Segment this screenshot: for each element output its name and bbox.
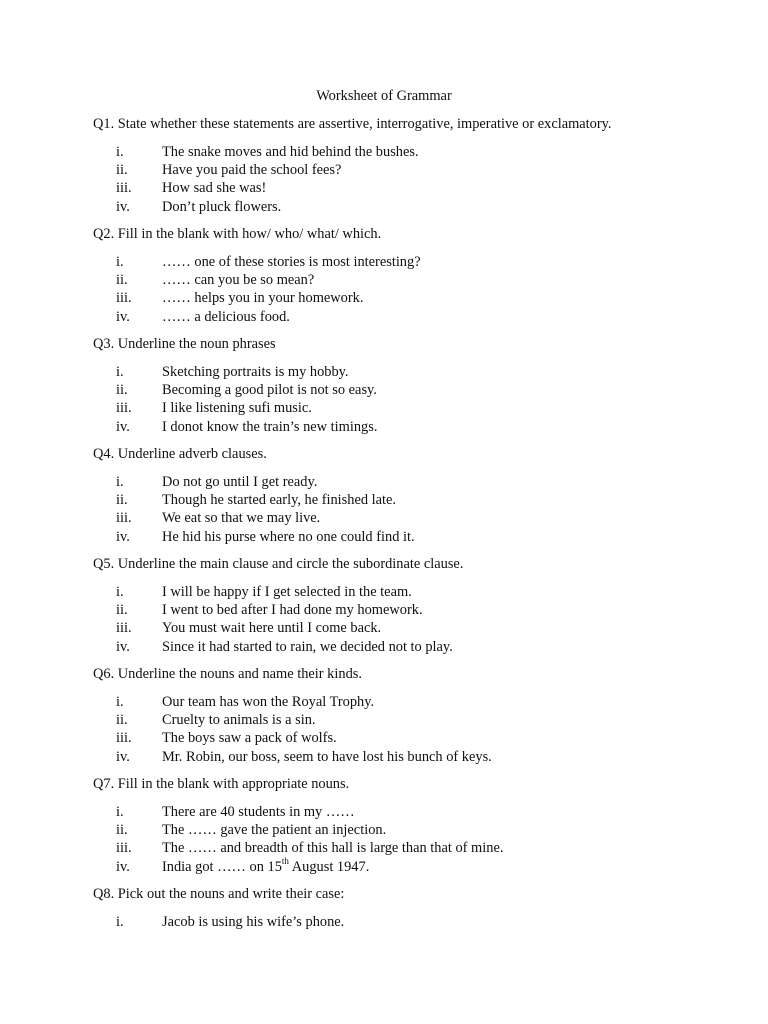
question-heading: Q8. Pick out the nouns and write their case: — [93, 886, 345, 902]
item-number: iii. — [116, 400, 132, 417]
item-number: iii. — [116, 180, 132, 197]
list-item — [0, 694, 768, 712]
item-text — [162, 144, 419, 161]
item-text — [162, 382, 377, 399]
item-superscript: th — [281, 855, 289, 866]
item-number: iii. — [116, 730, 132, 747]
question-heading: Q2. Fill in the blank with how/ who/ what/ which. — [93, 226, 382, 242]
item-text — [162, 529, 415, 546]
item-text-main: Cruelty to animals is a sin. — [162, 712, 316, 729]
item-text-main: The …… gave the patient an injection. — [162, 822, 387, 839]
item-number: iv. — [116, 198, 130, 215]
item-number: i. — [116, 474, 124, 490]
item-text — [162, 254, 421, 271]
item-text-main: …… one of these stories is most interesting? — [162, 254, 421, 270]
list-item — [0, 290, 768, 308]
item-text — [162, 364, 349, 381]
item-number: ii. — [116, 382, 128, 399]
item-text-main: Don’t pluck flowers. — [162, 198, 282, 215]
item-number: i. — [116, 254, 124, 270]
list-item — [0, 914, 768, 932]
item-number: iii. — [116, 620, 132, 637]
item-text-main: Have you paid the school fees? — [162, 162, 342, 179]
item-number: ii. — [116, 162, 128, 179]
item-number: i. — [116, 364, 124, 380]
list-item — [0, 162, 768, 180]
list-item — [0, 419, 768, 437]
item-text-main: We eat so that we may live. — [162, 510, 321, 527]
list-item — [0, 492, 768, 510]
item-text-main: Mr. Robin, our boss, seem to have lost his bunch of keys. — [162, 748, 492, 765]
item-text-main: Do not go until I get ready. — [162, 474, 318, 490]
list-item — [0, 510, 768, 528]
item-text-main: Though he started early, he finished late. — [162, 492, 397, 509]
list-item — [0, 602, 768, 620]
item-text — [162, 180, 266, 197]
item-text-main: Our team has won the Royal Trophy. — [162, 694, 375, 710]
list-item — [0, 840, 768, 858]
item-number: iv. — [116, 308, 130, 325]
item-text — [162, 804, 355, 821]
list-item — [0, 749, 768, 767]
item-text — [162, 602, 423, 619]
item-text — [162, 290, 363, 307]
item-text — [162, 840, 503, 857]
list-item — [0, 529, 768, 547]
list-item — [0, 584, 768, 602]
item-number: ii. — [116, 272, 128, 289]
item-text-main: How sad she was! — [162, 180, 267, 197]
item-text — [162, 492, 396, 509]
item-text — [162, 309, 290, 326]
list-item — [0, 712, 768, 730]
item-number: i. — [116, 584, 124, 600]
list-item — [0, 400, 768, 418]
item-text-main: Since it had started to rain, we decided not to play. — [162, 638, 453, 655]
item-number: iii. — [116, 840, 132, 857]
item-text — [162, 914, 344, 931]
page-title: Worksheet of Grammar — [316, 88, 452, 104]
item-number: ii. — [116, 822, 128, 839]
item-text — [162, 855, 370, 876]
list-item — [0, 474, 768, 492]
list-item — [0, 382, 768, 400]
item-text — [162, 272, 314, 289]
item-text-main: You must wait here until I come back. — [162, 620, 382, 637]
item-number: iv. — [116, 528, 130, 545]
question-heading: Q7. Fill in the blank with appropriate nouns. — [93, 776, 350, 792]
item-text — [162, 749, 492, 766]
list-item — [0, 180, 768, 198]
item-text-main: I will be happy if I get selected in the team. — [162, 584, 412, 600]
item-text-after: August 1947. — [288, 858, 370, 875]
item-text-main: There are 40 students in my …… — [162, 804, 355, 820]
item-number: iv. — [116, 748, 130, 765]
item-text-main: I donot know the train’s new timings. — [162, 418, 378, 435]
item-text — [162, 620, 381, 637]
question-heading: Q3. Underline the noun phrases — [93, 336, 276, 352]
item-number: i. — [116, 144, 124, 160]
list-item — [0, 804, 768, 822]
item-number: ii. — [116, 492, 128, 509]
item-number: i. — [116, 914, 124, 930]
item-number: i. — [116, 804, 124, 820]
item-number: iii. — [116, 290, 132, 307]
item-text-main: He hid his purse where no one could find it. — [162, 528, 415, 545]
item-text-main: The boys saw a pack of wolfs. — [162, 730, 337, 747]
item-text — [162, 199, 281, 216]
item-text-main: I went to bed after I had done my homework. — [162, 602, 423, 619]
list-item — [0, 639, 768, 657]
item-text — [162, 162, 341, 179]
list-item — [0, 144, 768, 162]
list-item — [0, 730, 768, 748]
item-text — [162, 584, 412, 601]
list-item — [0, 254, 768, 272]
item-text-main: …… can you be so mean? — [162, 272, 315, 289]
item-text — [162, 400, 312, 417]
question-heading: Q5. Underline the main clause and circle the subordinate clause. — [93, 556, 464, 572]
item-text — [162, 474, 317, 491]
item-number: i. — [116, 694, 124, 710]
item-text-main: Sketching portraits is my hobby. — [162, 364, 349, 380]
list-item — [0, 199, 768, 217]
item-text-main: The snake moves and hid behind the bushes. — [162, 144, 419, 160]
item-text — [162, 730, 337, 747]
item-text — [162, 712, 315, 729]
item-number: ii. — [116, 602, 128, 619]
list-item — [0, 822, 768, 840]
item-number: ii. — [116, 712, 128, 729]
question-heading: Q4. Underline adverb clauses. — [93, 446, 267, 462]
item-number: iv. — [116, 418, 130, 435]
item-text-main: …… helps you in your homework. — [162, 290, 364, 307]
item-text-main: I like listening sufi music. — [162, 400, 312, 417]
item-text — [162, 822, 386, 839]
list-item — [0, 272, 768, 290]
list-item — [0, 364, 768, 382]
item-number: iv. — [116, 638, 130, 655]
item-text-main: India got …… on 15 — [162, 858, 282, 875]
list-item — [0, 620, 768, 638]
item-number: iv. — [116, 858, 130, 875]
item-text — [162, 639, 453, 656]
item-text-main: Becoming a good pilot is not so easy. — [162, 382, 377, 399]
question-heading: Q6. Underline the nouns and name their kinds. — [93, 666, 362, 682]
item-text-main: Jacob is using his wife’s phone. — [162, 914, 345, 930]
item-text — [162, 510, 320, 527]
item-text-main: …… a delicious food. — [162, 308, 290, 325]
item-text — [162, 694, 374, 711]
item-text-main: The …… and breadth of this hall is large than that of mine. — [162, 840, 504, 857]
question-heading: Q1. State whether these statements are assertive, interrogative, imperative or exclamatory. — [93, 116, 612, 132]
item-number: iii. — [116, 510, 132, 527]
item-text — [162, 419, 377, 436]
list-item — [0, 309, 768, 327]
list-item — [0, 855, 768, 877]
